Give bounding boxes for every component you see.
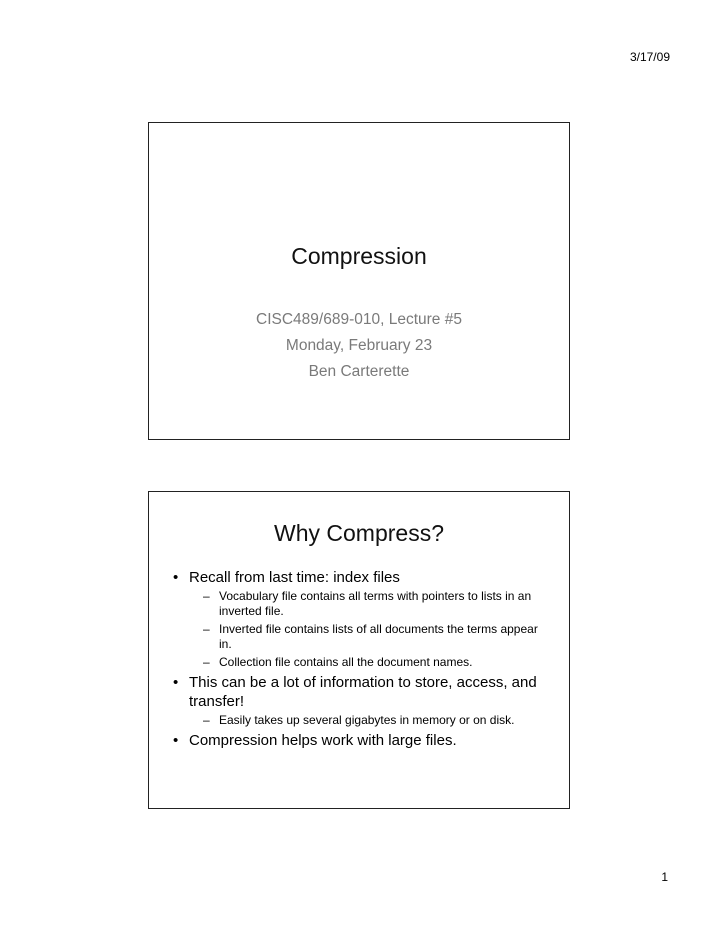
sub-bullet-text: Easily takes up several gigabytes in memory or on disk. (219, 713, 515, 727)
bullet-item (171, 731, 553, 750)
dash-marker: – (203, 622, 210, 636)
bullet-list (171, 568, 553, 752)
slide-subtitle (149, 307, 569, 385)
sub-bullet-item (189, 589, 553, 619)
slide-why-compress (148, 491, 570, 809)
dash-marker: – (203, 655, 210, 669)
bullet-item (171, 673, 553, 728)
bullet-text: Compression helps work with large files. (189, 732, 457, 749)
subtitle-line-course: CISC489/689-010, Lecture #5 (256, 311, 462, 328)
subtitle-line-date: Monday, February 23 (285, 337, 433, 354)
sub-bullet-item (189, 713, 553, 728)
slide-heading: Why Compress? (274, 520, 444, 546)
sub-bullet-text: Vocabulary file contains all terms with pointers to lists in an inverted file. (219, 589, 532, 618)
sub-bullet-item (189, 655, 553, 670)
sub-bullet-list (189, 713, 553, 728)
bullet-text: Recall from last time: index files (189, 569, 400, 586)
sub-bullet-item (189, 622, 553, 652)
dash-marker: – (203, 589, 210, 603)
dash-marker: – (203, 713, 210, 727)
page-date: 3/17/09 (629, 50, 670, 64)
sub-bullet-text: Collection file contains all the document names. (219, 655, 473, 669)
page-number: 1 (661, 870, 668, 884)
sub-bullet-list (189, 589, 553, 670)
slide-title: Compression (291, 243, 427, 269)
bullet-item (171, 568, 553, 670)
sub-bullet-text: Inverted file contains lists of all documents the terms appear in. (219, 622, 538, 651)
slide-title-compression (148, 122, 570, 440)
bullet-text: This can be a lot of information to store, access, and transfer! (189, 674, 537, 710)
subtitle-line-author: Ben Carterette (308, 363, 410, 380)
